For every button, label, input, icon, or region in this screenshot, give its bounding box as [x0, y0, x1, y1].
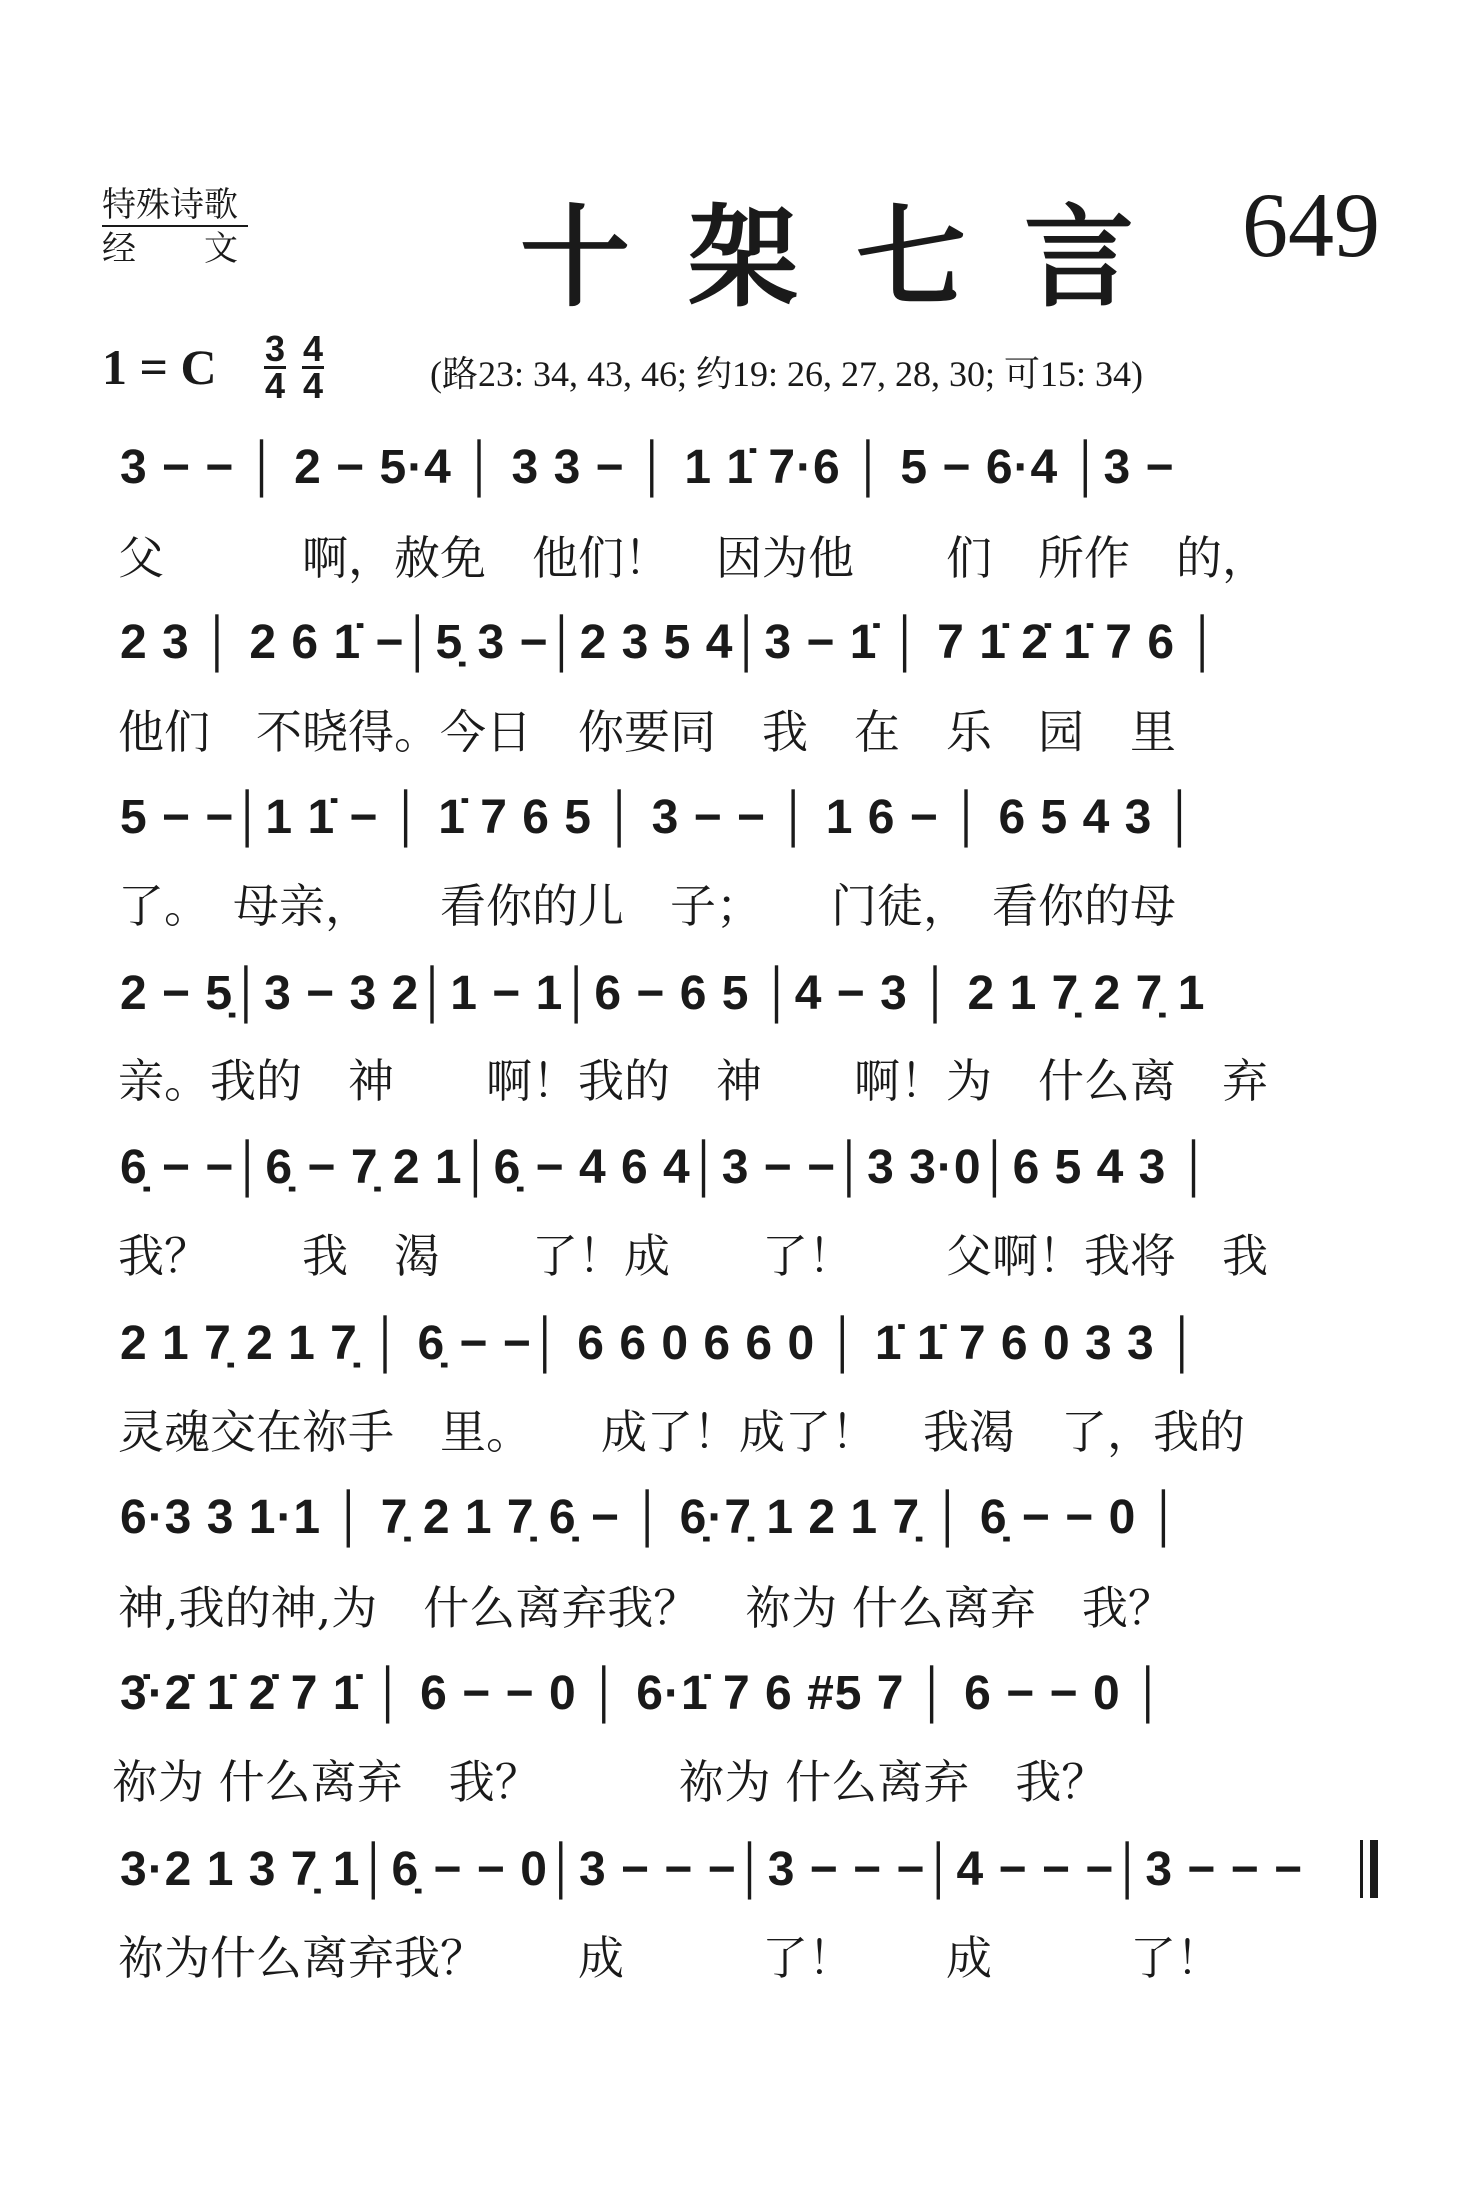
time-signature-3-4 — [262, 328, 288, 406]
category-divider — [102, 225, 248, 227]
time-sig-top: 3 — [264, 328, 286, 369]
notation-line: 3 − − │ 2 − 5·4 │ 3 3 − │ 1 1̇ 7·6 │ 5 − 6·4 │3 − — [120, 441, 1175, 494]
lyric-line: 神,我的神,为 什么离弃我？ 祢为 什么离弃 我？ — [118, 1581, 1174, 1635]
notation-line: 2 3 │ 2 6 1̇ −│5̣ 3 −│2 3 5 4│3 − 1̇ │ 7 1̇ 2̇ 1̇ 7 6 │ — [120, 616, 1221, 669]
notation-line: 2 − 5̣│3 − 3 2│1 − 1│6 − 6 5 │4 − 3 │ 2 1 7̣ 2 7̣ 1 — [120, 967, 1206, 1020]
notation-line: 6·3 3 1·1 │ 7̣ 2 1 7̣ 6̣ − │ 6̣·7̣ 1 2 1 7̣ │ 6̣ − − 0 │ — [120, 1491, 1182, 1544]
lyric-line: 我？ 我 渴 了！成 了！ 父啊！我将 我 — [118, 1229, 1268, 1283]
lyric-line: 父 啊，赦免 他们！ 因为他 们 所作 的， — [118, 531, 1268, 585]
category-sublabel: 经 文 — [102, 229, 238, 269]
time-signature-4-4 — [300, 328, 326, 406]
lyric-line: 祢为什么离弃我？ 成 了！ 成 了！ — [118, 1931, 1222, 1985]
lyric-line: 灵魂交在祢手 里。 成了！成了！ 我渴 了，我的 — [118, 1405, 1245, 1459]
hymn-title: 十架七言 — [520, 193, 1192, 322]
final-barline-thin — [1360, 1840, 1363, 1898]
hymn-number: 649 — [1242, 174, 1380, 276]
key-signature: 1 = C — [102, 339, 217, 395]
notation-line: 2 1 7̣ 2 1 7̣ │ 6̣ − −│ 6 6 0 6 6 0 │ 1̇ 1̇ 7 6 0 3 3 │ — [120, 1317, 1201, 1370]
lyric-line: 他们 不晓得。今日 你要同 我 在 乐 园 里 — [118, 705, 1176, 759]
notation-line: 3̇·2̇ 1̇ 2̇ 7 1̇ │ 6 − − 0 │ 6·1̇ 7 6 #5 7 │ 6 − − 0 │ — [120, 1667, 1166, 1720]
lyric-line: 了。 母亲， 看你的儿 子； 门徒， 看你的母 — [118, 879, 1176, 933]
scripture-reference: (路23: 34, 43, 46; 约19: 26, 27, 28, 30; 可15: 34) — [430, 354, 1143, 394]
notation-line: 5 − −│1 1̇ − │ 1̇ 7 6 5 │ 3 − − │ 1 6 − │ 6 5 4 3 │ — [120, 791, 1198, 844]
lyric-line: 亲。我的 神 啊！我的 神 啊！为 什么离 弃 — [118, 1054, 1268, 1108]
notation-line: 3·2 1 3 7̣ 1│6̣ − − 0│3 − − −│3 − − −│4 − − −│3 − − − — [120, 1843, 1304, 1896]
final-barline-thick — [1370, 1840, 1378, 1898]
time-sig-bottom: 4 — [302, 365, 324, 406]
lyric-line: 祢为 什么离弃 我？ 祢为 什么离弃 我？ — [112, 1755, 1108, 1809]
notation-line: 6̣ − −│6̣ − 7̣ 2 1│6̣ − 4 6 4│3 − −│3 3·0│6 5 4 3 │ — [120, 1141, 1212, 1194]
category-label: 特殊诗歌 — [102, 185, 238, 225]
time-sig-bottom: 4 — [264, 365, 286, 406]
time-sig-top: 4 — [302, 328, 324, 369]
